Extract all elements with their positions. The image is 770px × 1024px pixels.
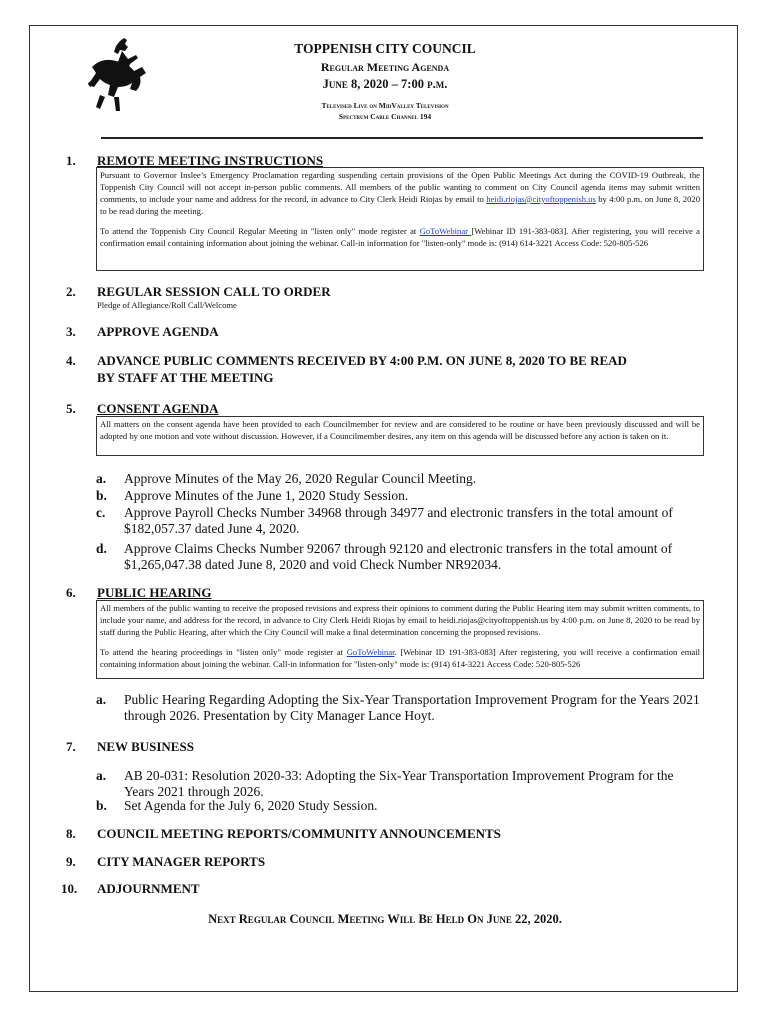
clerk-email-link[interactable]: heidi.riojas@cityoftoppenish.us — [486, 194, 596, 204]
section-10-title: ADJOURNMENT — [97, 881, 200, 896]
section-3-number: 3. — [66, 324, 76, 339]
section-1-title: REMOTE MEETING INSTRUCTIONS — [97, 153, 324, 168]
section-7-title: NEW BUSINESS — [97, 739, 194, 754]
section-9-title: CITY MANAGER REPORTS — [97, 854, 266, 869]
hearing-item-a: a. Public Hearing Regarding Adopting the Six-Year Transportation Improvement Program for the Years 2021 through 2026. Presentation by City Manager Lance Hoyt. — [96, 692, 700, 723]
consent-agenda-text: All matters on the consent agenda have been provided to each Councilmember for review and are considered to be routine or have been previously discussed and will be adopted by one motion and vote without discussion. However, if a Councilmember desires, any item on this agenda will be discussed before any action is taken on it. — [100, 419, 700, 441]
hearing-gotowebinar-link[interactable]: GoToWebinar — [346, 647, 395, 657]
agenda-title: Regular Meeting Agenda — [320, 60, 450, 74]
section-8-number: 8. — [66, 826, 76, 841]
new-business-item-b: b. Set Agenda for the July 6, 2020 Study Session. — [96, 798, 378, 813]
section-4-title-line2: BY STAFF AT THE MEETING — [97, 370, 274, 385]
consent-item-b: b. Approve Minutes of the June 1, 2020 Study Session. — [96, 488, 409, 503]
consent-agenda-box — [96, 416, 704, 456]
section-3-title: APPROVE AGENDA — [97, 324, 219, 339]
gotowebinar-link[interactable]: GoToWebinar — [419, 226, 472, 236]
remote-instructions-box — [96, 167, 704, 271]
public-hearing-box — [96, 600, 704, 679]
section-2-number: 2. — [66, 284, 76, 299]
televised-notice: Televised Live on MidValley Television — [321, 101, 449, 110]
section-7-number: 7. — [66, 739, 76, 754]
consent-item-c: c. Approve Payroll Checks Number 34968 through 34977 and electronic transfers in the total amount of $182,057.37 dated June 4, 2020. — [96, 505, 673, 536]
section-5-title: CONSENT AGENDA — [97, 401, 219, 416]
next-meeting-notice: Next Regular Council Meeting Will Be Held On June 22, 2020. — [208, 912, 562, 926]
section-2-subtitle: Pledge of Allegiance/Roll Call/Welcome — [97, 300, 237, 310]
new-business-item-a: a. AB 20-031: Resolution 2020-33: Adopting the Six-Year Transportation Improvement Program for the Years 2021 through 2026. — [96, 768, 674, 799]
section-5-number: 5. — [66, 401, 76, 416]
section-6-title: PUBLIC HEARING — [97, 585, 212, 600]
section-2-title: REGULAR SESSION CALL TO ORDER — [97, 284, 331, 299]
remote-instructions-p2: To attend the Toppenish City Council Regular Meeting in "listen only" mode register at GoToWebinar [Webinar ID 191-383-083]. After registering, you will receive a confirmation email containing information about joining the webinar. Call-in information for "listen-only" mode is: (914) 614-3221 Access Code: 520-805-526 — [100, 226, 700, 248]
section-4-title-line1: ADVANCE PUBLIC COMMENTS RECEIVED BY 4:00 P.M. ON JUNE 8, 2020 TO BE READ — [97, 353, 627, 368]
public-hearing-p2: To attend the hearing proceedings in "listen only" mode register at GoToWebinar. [Webinar ID 191-383-083] After registering, you will receive a confirmation email containing information about joining the webinar. Call-in information for "listen-only" mode is: (914) 614-3221 Access Code: 520-805-526 — [100, 647, 700, 669]
section-8-title: COUNCIL MEETING REPORTS/COMMUNITY ANNOUNCEMENTS — [97, 826, 501, 841]
section-1-number: 1. — [66, 153, 76, 168]
section-6-number: 6. — [66, 585, 76, 600]
remote-instructions-p1: Pursuant to Governor Inslee’s Emergency Proclamation regarding suspending certain provisions of the Open Public Meetings Act during the COVID-19 Outbreak, the Toppenish City Council will not accept in-person public comments. All members of the public wanting to comment on City Council agenda items may submit written comments, to include your name and address for the record, in advance to City Clerk Heidi Riojas by email to heidi.riojas@cityoftoppenish.us by 4:00 p.m. on June 8, 2020 to be read during the meeting. — [100, 170, 700, 216]
council-name: TOPPENISH CITY COUNCIL — [294, 41, 476, 56]
cable-channel: Spectrum Cable Channel 194 — [338, 112, 432, 121]
public-hearing-p1: All members of the public wanting to receive the proposed revisions and express their opinions to comment during the Public Hearing item may submit written comments, to include your name, and address for the record, in advance to City Clerk Heidi Riojas by email to heidi.riojas@cityoftoppenish.us by 4:00 p.m. on June 8, 2020 to be read by staff during the Public Hearing, after which the City Council will make a final determination concerning the proposed revisions. — [100, 603, 700, 637]
section-4-number: 4. — [66, 353, 76, 368]
meeting-date-time: June 8, 2020 – 7:00 p.m. — [322, 77, 448, 91]
consent-item-a: a. Approve Minutes of the May 26, 2020 Regular Council Meeting. — [96, 471, 477, 486]
header-divider — [101, 137, 703, 139]
consent-item-d: d. Approve Claims Checks Number 92067 through 92120 and electronic transfers in the total amount of $1,265,047.38 dated June 8, 2020 and void Check Number NR92034. — [96, 541, 673, 572]
section-10-number: 10. — [61, 881, 78, 896]
section-9-number: 9. — [66, 854, 76, 869]
